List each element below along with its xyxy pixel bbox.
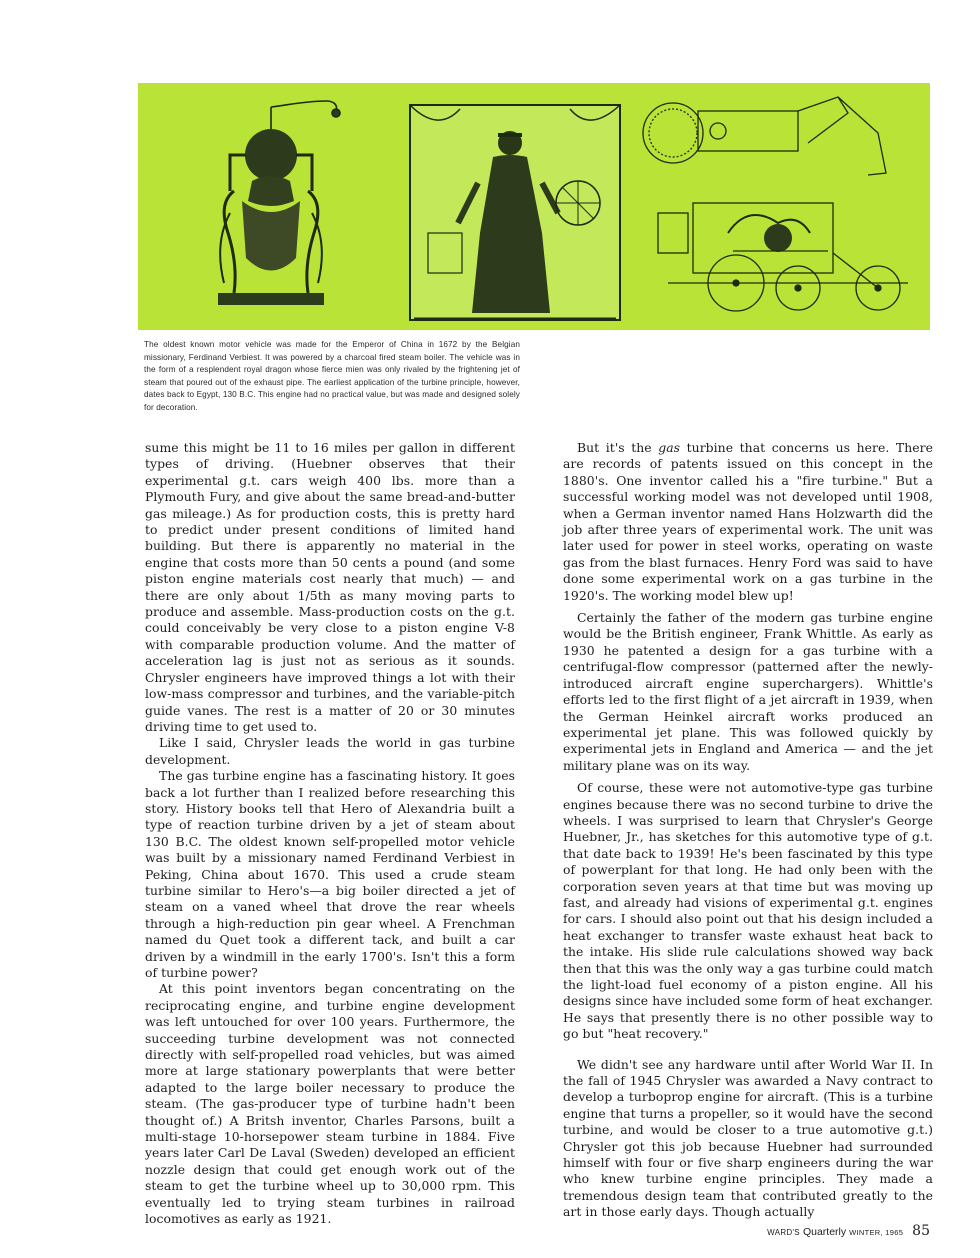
publication-name: WARD'S <box>767 1228 800 1237</box>
emphasis: gas <box>658 440 681 455</box>
verbiest-portrait-illustration <box>410 105 620 320</box>
illustration-banner <box>138 83 930 330</box>
issue-season: WINTER, 1965 <box>849 1228 904 1237</box>
paragraph: At this point inventors began concentrating on the reciprocating engine, and turbine engine development was left untouched for over 100 years. Furthermore, the succeeding turbine development was not connected directly with self-propelled road vehicles, but was aimed more at large stationary powerplants that were better adapted to the large boiler necessary to produce the steam. (The gas-producer type of turbine hadn't been thought of.) A Britsh inventor, Charles Parsons, built a multi-stage 10-horsepower steam turbine in 1884. Five years later Carl De Laval (Sweden) developed an efficient nozzle design that could get enough work out of the steam to get the turbine wheel up to 30,000 rpm. This eventually led to trying steam turbines in railroad locomotives as early as 1921. <box>145 981 515 1227</box>
right-text-column <box>563 440 933 1221</box>
paragraph: sume this might be 11 to 16 miles per gallon in different types of driving. (Huebner observes that their experimental g.t. cars weigh 400 lbs. more than a Plymouth Fury, and give about the same bread-and-butter gas mileage.) As for production costs, this is pretty hard to predict under present conditions of limited hand building. But there is apparently no material in the engine that costs more than 50 cents a pound (and some piston engine materials cost nearly that much) — and there are only about 1/5th as many moving parts to produce and assemble. Mass-production costs on the g.t. could conceivably be very close to a piston engine V-8 with comparable production volume. And the matter of acceleration lag is just not as serious as it sounds. Chrysler engineers have improved things a lot with their low-mass compressor and turbines, and the variable-pitch guide vanes. The rest is a matter of 20 or 30 minutes driving time to get used to. <box>145 440 515 734</box>
verbiest-vehicle-illustration <box>643 97 908 311</box>
page-number: 85 <box>912 1223 930 1239</box>
illustrations <box>138 83 930 330</box>
page-footer <box>767 1223 930 1239</box>
paragraph: Like I said, Chrysler leads the world in gas turbine development. <box>145 735 515 767</box>
paragraph: Certainly the father of the modern gas turbine engine would be the British engineer, Frank Whittle. As early as 1930 he patented a design for a gas turbine with a centrifugal-flow compressor (patterned after the newly-introduced aircraft engine superchargers). Whittle's efforts led to the first flight of a jet aircraft in 1939, when the German Heinkel aircraft works produced an experimental jet plane. This was followed quickly by experimental jets in England and America — and the jet military plane was on its way. <box>563 610 933 773</box>
boiler-sphere <box>245 129 297 181</box>
paragraph: The gas turbine engine has a fascinating history. It goes back a lot further than I realized before researching this story. History books tell that Hero of Alexandria built a type of reaction turbine driven by a jet of steam about 130 B.C. The oldest known self-propelled motor vehicle was built by a missionary named Ferdinand Verbiest in Peking, China about 1670. This used a crude steam turbine similar to Hero's—a big boiler directed a jet of steam on a vaned wheel that drove the rear wheels through a high-reduction pin gear wheel. A Frenchman named du Quet took a different tack, and built a car driven by a windmill in the early 1700's. Isn't this a form of turbine power? <box>145 768 515 980</box>
figure-caption: The oldest known motor vehicle was made for the Emperor of China in 1672 by the Belgian missionary, Ferdinand Verbiest. It was powered by a charcoal fired steam boiler. The vehicle was in the form of a resplendent royal dragon whose fierce mien was only rivaled by the frightening jet of steam that poured out of the exhaust pipe. The earliest application of the turbine principle, however, dates back to Egypt, 130 B.C. This engine had no practical value, but was made and designed solely for decoration. <box>144 340 520 412</box>
paragraph: We didn't see any hardware until after World War II. In the fall of 1945 Chrysler was awarded a Navy contract to develop a turboprop engine for aircraft. (This is a turbine engine that turns a propeller, so it would have the second turbine, and would be closer to a true automotive g.t.) Chrysler got this job because Huebner had surrounded himself with four or five sharp engineers during the war who knew turbine engine principles. They made a tremendous design team that contributed greatly to the art in those early days. Though actually <box>563 1056 933 1220</box>
left-text-column <box>145 440 515 1228</box>
paragraph: But it's the gas turbine that concerns us here. There are records of patents issued on this concept in the 1880's. One inventor called his a "fire turbine." But a successful working model was not developed until 1908, when a German inventor named Hans Holzwarth did the job after three years of experimental work. The unit was later used for power in steel works, operating on waste gas from the blast furnaces. Henry Ford was said to have done some experimental work on a gas turbine in the 1920's. The working model blew up! <box>563 440 933 603</box>
publication-quarterly: Quarterly <box>802 1226 847 1238</box>
paragraph: Of course, these were not automotive-type gas turbine engines because there was no second turbine to drive the wheels. I was surprised to learn that Chrysler's George Huebner, Jr., has sketches for this automotive type of g.t. that date back to 1939! He's been fascinated by this type of powerplant for that long. He had only been with the corporation seven years at that time but was moving up fast, and already had visions of experimental g.t. engines for cars. I should also point out that his design included a heat exchanger to transfer waste exhaust heat back to the intake. His slide rule calculations showed way back then that this was the only way a gas turbine could match the light-load fuel economy of a piston engine. All his designs since have included some form of heat exchanger. He says that presently there is no other possible way to go but "heat recovery." <box>563 780 933 1042</box>
hero-engine-illustration <box>218 101 340 305</box>
